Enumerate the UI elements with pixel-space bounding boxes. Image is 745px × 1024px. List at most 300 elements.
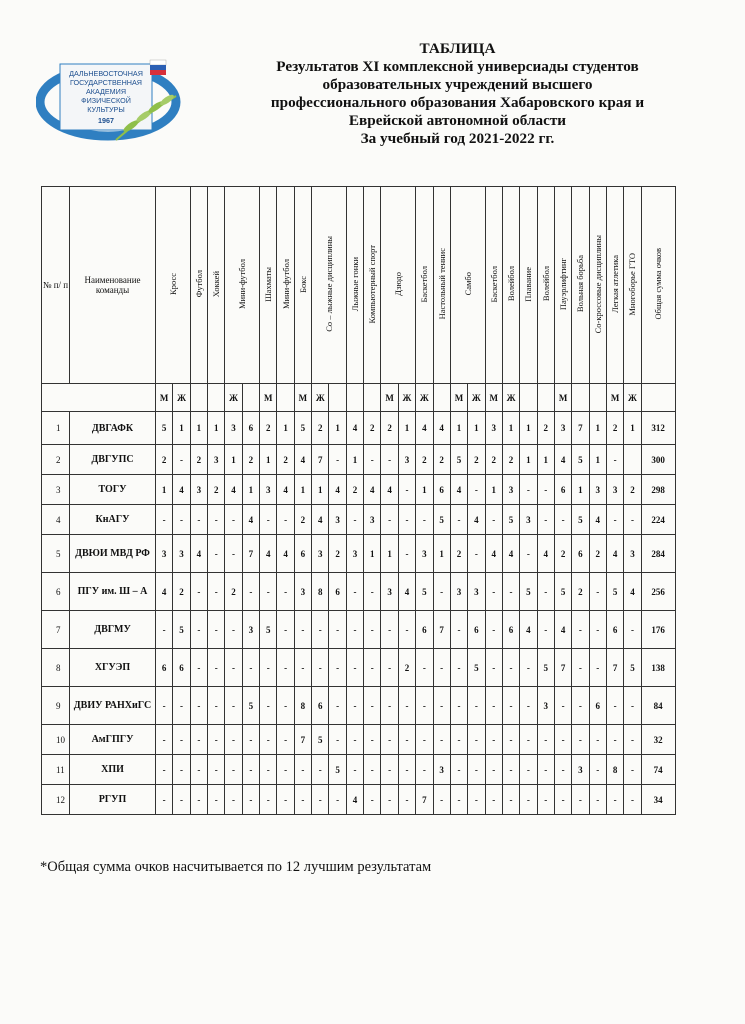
header-sport-label: Компьютерный спорт <box>367 244 378 324</box>
header-sport <box>450 187 485 384</box>
score-cell: 4 <box>242 505 259 535</box>
gender-label <box>208 384 225 412</box>
score-cell: 2 <box>225 573 242 611</box>
score-cell: - <box>450 649 467 687</box>
score-cell: - <box>485 725 502 755</box>
score-cell: - <box>346 573 363 611</box>
score-cell: 2 <box>433 445 450 475</box>
score-cell: - <box>502 785 519 815</box>
score-cell: 1 <box>468 412 485 445</box>
header-sport-label: Баскетбол <box>419 265 430 303</box>
header-sport-label: Волейбол <box>506 266 517 302</box>
score-cell: - <box>485 505 502 535</box>
score-cell: - <box>606 785 623 815</box>
score-cell: - <box>537 573 554 611</box>
score-cell: 1 <box>537 445 554 475</box>
score-cell: 6 <box>502 611 519 649</box>
gender-label: Ж <box>468 384 485 412</box>
score-cell: 4 <box>433 412 450 445</box>
score-cell: - <box>242 649 259 687</box>
score-cell: - <box>156 687 173 725</box>
gender-label: М <box>156 384 173 412</box>
score-cell: 4 <box>589 505 606 535</box>
score-cell: 4 <box>173 475 190 505</box>
score-cell: - <box>485 573 502 611</box>
score-cell: 1 <box>208 412 225 445</box>
score-cell: - <box>520 475 537 505</box>
table-header-row <box>42 187 676 384</box>
score-cell: - <box>554 755 571 785</box>
logo-year: 1967 <box>98 116 114 125</box>
score-cell: - <box>242 725 259 755</box>
score-cell: - <box>554 785 571 815</box>
header-sport <box>502 187 519 384</box>
score-cell: 4 <box>450 475 467 505</box>
row-number: 2 <box>42 445 70 475</box>
score-cell: - <box>450 725 467 755</box>
score-cell: 4 <box>554 611 571 649</box>
score-cell: 6 <box>554 475 571 505</box>
header-sport <box>381 187 416 384</box>
score-cell: 4 <box>294 445 311 475</box>
score-cell: - <box>502 649 519 687</box>
logo-line: КУЛЬТУРЫ <box>87 105 125 114</box>
score-cell: 6 <box>156 649 173 687</box>
score-cell: 3 <box>398 445 415 475</box>
score-cell: - <box>208 611 225 649</box>
score-cell: - <box>346 687 363 725</box>
score-cell: - <box>502 573 519 611</box>
score-cell: 1 <box>242 475 259 505</box>
header-sport-label: Плавание <box>523 266 534 302</box>
score-cell: - <box>416 649 433 687</box>
header-sport-label: Настольный теннис <box>436 248 447 320</box>
header-team-name: Наименование команды <box>70 187 156 384</box>
score-cell: - <box>416 755 433 785</box>
score-cell: - <box>364 445 381 475</box>
score-cell: - <box>329 611 346 649</box>
score-cell: 5 <box>156 412 173 445</box>
row-number: 1 <box>42 412 70 445</box>
score-cell: 3 <box>260 475 277 505</box>
score-cell: 7 <box>416 785 433 815</box>
score-cell: - <box>173 445 190 475</box>
score-cell: - <box>294 785 311 815</box>
score-cell: 1 <box>502 412 519 445</box>
score-cell: - <box>156 755 173 785</box>
footnote: *Общая сумма очков насчитывается по 12 лучшим результатам <box>40 859 432 875</box>
score-cell: - <box>520 755 537 785</box>
score-cell: 4 <box>329 475 346 505</box>
score-cell: 5 <box>624 649 641 687</box>
score-cell: 1 <box>312 475 329 505</box>
gender-label: М <box>260 384 277 412</box>
table-row <box>42 611 676 649</box>
score-cell: 5 <box>260 611 277 649</box>
score-cell: - <box>364 649 381 687</box>
score-cell: 2 <box>537 412 554 445</box>
score-cell: - <box>537 475 554 505</box>
gender-label <box>329 384 346 412</box>
score-cell: 2 <box>190 445 207 475</box>
row-number: 10 <box>42 725 70 755</box>
score-cell: 4 <box>260 535 277 573</box>
score-cell: 2 <box>572 573 589 611</box>
score-cell: - <box>225 505 242 535</box>
row-number: 8 <box>42 649 70 687</box>
score-cell: 4 <box>277 475 294 505</box>
header-sport-label: Со-кроссовые дисциплины <box>592 234 603 334</box>
score-cell: 4 <box>381 475 398 505</box>
score-cell: - <box>208 535 225 573</box>
score-cell: 3 <box>606 475 623 505</box>
header-sport <box>589 187 606 384</box>
score-cell: - <box>156 505 173 535</box>
score-cell: 3 <box>381 573 398 611</box>
score-cell: - <box>190 611 207 649</box>
score-cell: - <box>242 573 259 611</box>
header-sport-label: Самбо <box>462 272 473 296</box>
score-cell: - <box>294 649 311 687</box>
score-cell: - <box>572 785 589 815</box>
flag-white <box>150 60 166 65</box>
score-cell: 3 <box>225 412 242 445</box>
score-cell: - <box>208 687 225 725</box>
score-cell: 4 <box>277 535 294 573</box>
header-number: № п/ п <box>42 187 70 384</box>
score-cell: - <box>468 755 485 785</box>
title-line: Еврейской автономной области <box>348 112 567 129</box>
score-cell: - <box>260 649 277 687</box>
score-cell: - <box>312 649 329 687</box>
gender-label <box>277 384 294 412</box>
score-cell: - <box>624 687 641 725</box>
table-row <box>42 505 676 535</box>
total-score: 32 <box>641 725 675 755</box>
score-cell: 4 <box>554 445 571 475</box>
results-table <box>41 186 676 815</box>
score-cell: - <box>260 785 277 815</box>
row-number: 3 <box>42 475 70 505</box>
gender-label <box>346 384 363 412</box>
score-cell: 2 <box>468 445 485 475</box>
score-cell: - <box>606 445 623 475</box>
score-cell: 1 <box>572 475 589 505</box>
score-cell: 3 <box>173 535 190 573</box>
score-cell: - <box>190 649 207 687</box>
table-row <box>42 445 676 475</box>
gender-label: М <box>485 384 502 412</box>
score-cell: 1 <box>450 412 467 445</box>
score-cell: 3 <box>156 535 173 573</box>
score-cell: 1 <box>485 475 502 505</box>
score-cell: - <box>468 725 485 755</box>
score-cell: 2 <box>606 412 623 445</box>
row-number: 6 <box>42 573 70 611</box>
score-cell: - <box>468 535 485 573</box>
gender-label <box>537 384 554 412</box>
score-cell: 5 <box>468 649 485 687</box>
score-cell: 3 <box>242 611 259 649</box>
score-cell: - <box>589 725 606 755</box>
score-cell: 2 <box>346 475 363 505</box>
score-cell: - <box>589 573 606 611</box>
gender-row-blank <box>42 384 156 412</box>
score-cell: 3 <box>537 687 554 725</box>
score-cell: 1 <box>416 475 433 505</box>
header-sport <box>572 187 589 384</box>
score-cell: - <box>294 611 311 649</box>
score-cell: 6 <box>294 535 311 573</box>
score-cell: 2 <box>242 445 259 475</box>
score-cell: - <box>502 725 519 755</box>
team-name: РГУП <box>70 785 156 815</box>
score-cell: - <box>537 725 554 755</box>
score-cell: - <box>624 785 641 815</box>
table-row <box>42 535 676 573</box>
score-cell: - <box>589 755 606 785</box>
score-cell: 3 <box>416 535 433 573</box>
title-line: Результатов XI комплексной универсиады студентов <box>276 58 639 75</box>
score-cell: 5 <box>173 611 190 649</box>
score-cell: - <box>225 611 242 649</box>
score-cell: - <box>260 725 277 755</box>
score-cell: - <box>364 755 381 785</box>
score-cell: - <box>277 573 294 611</box>
score-cell: 2 <box>624 475 641 505</box>
header-total <box>641 187 675 384</box>
score-cell: 4 <box>468 505 485 535</box>
row-number: 4 <box>42 505 70 535</box>
score-cell: - <box>242 785 259 815</box>
score-cell: 2 <box>294 505 311 535</box>
header-sport <box>190 187 207 384</box>
score-cell: - <box>346 505 363 535</box>
score-cell: 2 <box>554 535 571 573</box>
score-cell: - <box>260 573 277 611</box>
score-cell: 6 <box>589 687 606 725</box>
score-cell: - <box>554 505 571 535</box>
score-cell: 8 <box>606 755 623 785</box>
gender-label <box>242 384 259 412</box>
score-cell: 6 <box>416 611 433 649</box>
score-cell: 5 <box>606 573 623 611</box>
score-cell: 6 <box>173 649 190 687</box>
score-cell: - <box>156 785 173 815</box>
header-total-label: Общая сумма очков <box>653 248 664 320</box>
score-cell: 1 <box>156 475 173 505</box>
score-cell: 5 <box>572 505 589 535</box>
score-cell: 3 <box>364 505 381 535</box>
score-cell: 8 <box>312 573 329 611</box>
header-sport <box>312 187 347 384</box>
table-row <box>42 412 676 445</box>
gender-label: М <box>554 384 571 412</box>
total-score: 300 <box>641 445 675 475</box>
score-cell: - <box>277 725 294 755</box>
score-cell: - <box>312 611 329 649</box>
score-cell: - <box>156 725 173 755</box>
score-cell: 1 <box>346 445 363 475</box>
score-cell: 4 <box>346 785 363 815</box>
score-cell: 2 <box>312 412 329 445</box>
header-sport-label: Мини-футбол <box>280 259 291 309</box>
score-cell: 5 <box>537 649 554 687</box>
row-number: 5 <box>42 535 70 573</box>
header-sport <box>364 187 381 384</box>
score-cell: - <box>346 649 363 687</box>
score-cell: - <box>416 725 433 755</box>
gender-label <box>364 384 381 412</box>
score-cell: 1 <box>364 535 381 573</box>
team-name: ХПИ <box>70 755 156 785</box>
score-cell: 7 <box>572 412 589 445</box>
header-sport-label: Волейбол <box>540 266 551 302</box>
score-cell: 2 <box>156 445 173 475</box>
score-cell: - <box>485 785 502 815</box>
score-cell: - <box>554 687 571 725</box>
total-score: 284 <box>641 535 675 573</box>
score-cell: - <box>260 755 277 785</box>
score-cell: - <box>364 725 381 755</box>
score-cell: 2 <box>502 445 519 475</box>
header-sport-label: Дзюдо <box>393 272 404 296</box>
score-cell: - <box>190 573 207 611</box>
score-cell: - <box>381 725 398 755</box>
score-cell: 1 <box>520 445 537 475</box>
academy-logo <box>36 44 186 144</box>
gender-label: М <box>606 384 623 412</box>
score-cell: 3 <box>312 535 329 573</box>
score-cell: 7 <box>433 611 450 649</box>
score-cell: - <box>381 611 398 649</box>
score-cell: - <box>329 445 346 475</box>
score-cell: - <box>208 755 225 785</box>
team-name: ДВЮИ МВД РФ <box>70 535 156 573</box>
gender-label <box>589 384 606 412</box>
score-cell: 3 <box>468 573 485 611</box>
score-cell: - <box>433 573 450 611</box>
score-cell: - <box>398 755 415 785</box>
score-cell: 2 <box>398 649 415 687</box>
score-cell: 5 <box>572 445 589 475</box>
header-sport-label: Хоккей <box>211 270 222 298</box>
flag-blue <box>150 65 166 70</box>
score-cell: - <box>225 687 242 725</box>
score-cell: - <box>364 573 381 611</box>
score-cell: 7 <box>554 649 571 687</box>
score-cell: 1 <box>225 445 242 475</box>
score-cell: - <box>520 649 537 687</box>
total-score: 34 <box>641 785 675 815</box>
score-cell: - <box>173 687 190 725</box>
score-cell: - <box>537 755 554 785</box>
table-row <box>42 475 676 505</box>
score-cell: - <box>346 725 363 755</box>
header-sport-label: Кросс <box>167 273 178 295</box>
score-cell: 3 <box>450 573 467 611</box>
title-line: образовательных учреждений высшего <box>322 76 593 93</box>
score-cell: 5 <box>312 725 329 755</box>
score-cell: 6 <box>468 611 485 649</box>
header-sport-label: Футбол <box>193 270 204 298</box>
team-name: ДВГУПС <box>70 445 156 475</box>
score-cell: - <box>433 687 450 725</box>
score-cell: - <box>381 785 398 815</box>
header-sport <box>294 187 311 384</box>
total-score: 74 <box>641 755 675 785</box>
score-cell: - <box>398 785 415 815</box>
score-cell: - <box>520 785 537 815</box>
score-cell: - <box>277 785 294 815</box>
score-cell: - <box>225 725 242 755</box>
score-cell: 1 <box>398 412 415 445</box>
score-cell: 8 <box>294 687 311 725</box>
total-score: 224 <box>641 505 675 535</box>
team-name: АмГПГУ <box>70 725 156 755</box>
score-cell: - <box>173 505 190 535</box>
score-cell: - <box>520 687 537 725</box>
table-row <box>42 725 676 755</box>
score-cell: - <box>624 725 641 755</box>
score-cell: - <box>329 687 346 725</box>
score-cell: - <box>485 611 502 649</box>
score-cell: 3 <box>346 535 363 573</box>
score-cell: - <box>572 725 589 755</box>
score-cell: 5 <box>242 687 259 725</box>
title-line: ТАБЛИЦА <box>419 40 496 57</box>
total-score: 312 <box>641 412 675 445</box>
score-cell: - <box>554 725 571 755</box>
score-cell: 3 <box>294 573 311 611</box>
score-cell: - <box>277 611 294 649</box>
score-cell: - <box>277 649 294 687</box>
gender-label <box>433 384 450 412</box>
score-cell: - <box>502 755 519 785</box>
score-cell: 1 <box>277 412 294 445</box>
header-sport <box>416 187 433 384</box>
score-cell: - <box>277 755 294 785</box>
score-cell: 4 <box>502 535 519 573</box>
score-cell: 3 <box>554 412 571 445</box>
score-cell: - <box>208 725 225 755</box>
header-sport-label: Легкая атлетика <box>610 255 621 313</box>
header-sport-label: Бокс <box>297 275 308 293</box>
logo-line: ГОСУДАРСТВЕННАЯ <box>70 78 142 87</box>
score-cell: - <box>190 755 207 785</box>
gender-label: М <box>450 384 467 412</box>
score-cell: - <box>294 755 311 785</box>
row-number: 11 <box>42 755 70 785</box>
score-cell: 6 <box>242 412 259 445</box>
score-cell: - <box>485 687 502 725</box>
score-cell: 5 <box>502 505 519 535</box>
score-cell: - <box>450 505 467 535</box>
score-cell: - <box>364 687 381 725</box>
score-cell: - <box>485 649 502 687</box>
score-cell: 7 <box>294 725 311 755</box>
score-cell: - <box>606 505 623 535</box>
score-cell: - <box>381 649 398 687</box>
score-cell: - <box>329 785 346 815</box>
score-cell: - <box>450 611 467 649</box>
header-sport <box>485 187 502 384</box>
score-cell: 1 <box>381 535 398 573</box>
score-cell: - <box>433 649 450 687</box>
score-cell: 7 <box>606 649 623 687</box>
score-cell: 1 <box>520 412 537 445</box>
score-cell: 3 <box>190 475 207 505</box>
